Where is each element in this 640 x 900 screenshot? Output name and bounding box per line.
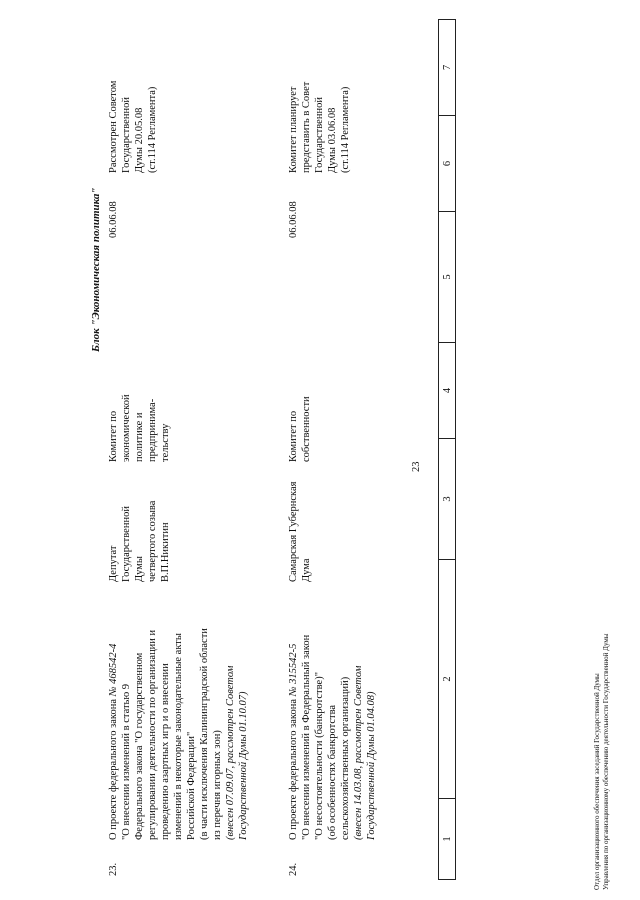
bill-description	[107, 628, 250, 840]
description-line: Государственной Думы 01.10.07)	[238, 691, 249, 840]
row-number: 24.	[288, 862, 299, 876]
page-number: 23	[411, 461, 422, 472]
description-line: (внесен 07.09.07, рассмотрен Советом	[225, 665, 236, 840]
initiator-line: Депутат	[108, 545, 119, 582]
bill-number: № 315542-5	[288, 643, 299, 697]
column-header-1: 1	[439, 799, 456, 880]
section-title: Блок "Экономическая политика"	[90, 187, 102, 352]
committee-line: экономической	[121, 394, 132, 462]
responsible-committee	[287, 396, 313, 462]
column-header-4: 4	[439, 343, 456, 439]
description-line: (об особенностях банкротства	[327, 704, 338, 840]
status-line: Государственной	[121, 97, 132, 173]
bill-number: № 468542-4	[108, 643, 119, 697]
initiator-line: В.П.Никитин	[160, 522, 171, 582]
bill-initiator	[287, 482, 313, 582]
responsible-committee	[107, 394, 172, 462]
initiator-line: Самарская Губернская	[288, 481, 299, 582]
column-header-6: 6	[439, 116, 456, 212]
description-line: "О внесении изменений в Федеральный закон	[301, 634, 312, 840]
footer-line: Отдел организационного обеспечения заседаний Государственной Думы	[593, 673, 601, 890]
description-line: Федерального закона "О государственном	[134, 652, 145, 840]
description-line: сельскохозяйственных организаций)	[340, 676, 351, 840]
description-line: "О внесении изменений в статью 9	[121, 683, 132, 840]
footer-line: Управления по организационному обеспечению деятельности Государственной Думы	[602, 633, 610, 890]
column-header-7: 7	[439, 20, 456, 116]
description-line: Российской Федерации"	[186, 731, 197, 840]
consideration-date: 06.06.08	[288, 201, 299, 238]
column-header-3: 3	[439, 439, 456, 560]
committee-line: предпринима-	[147, 398, 158, 462]
committee-line: Комитет по	[108, 410, 119, 462]
table-header	[438, 19, 456, 880]
page-footer	[593, 634, 611, 890]
bill-description	[287, 635, 378, 840]
status-line: Думы 03.06.08	[327, 107, 338, 173]
description-line: проведению азартных игр и о внесении	[160, 663, 171, 840]
initiator-line: Дума	[301, 558, 312, 582]
initiator-line: четвертого созыва	[147, 500, 158, 582]
status-line: представить в Совет	[301, 81, 312, 173]
initiator-line: Думы	[134, 556, 145, 582]
bill-status	[287, 82, 352, 173]
status-line: Рассмотрен Советом	[108, 80, 119, 173]
description-line: (в части исключения Калининградской области	[199, 628, 210, 840]
description-line: "О несостоятельности (банкротстве)"	[314, 672, 325, 840]
column-header-5: 5	[439, 212, 456, 343]
status-line: (ст.114 Регламента)	[147, 86, 158, 173]
initiator-line: Государственной	[121, 506, 132, 582]
description-line: О проекте федерального закона № 468542-4	[108, 643, 119, 840]
committee-line: Комитет по	[288, 410, 299, 462]
status-line: Комитет планирует	[288, 86, 299, 173]
description-line: (внесен 14.03.08, рассмотрен Советом	[353, 665, 364, 840]
description-line: изменений в некоторые законодательные акты	[173, 633, 184, 840]
bill-initiator	[107, 501, 172, 582]
status-line: Думы 20.05.08	[134, 107, 145, 173]
row-number: 23.	[108, 862, 119, 876]
bill-status	[107, 81, 159, 173]
description-line: из перечня игорных зон)	[212, 730, 223, 840]
description-line: регулировании деятельности по организации и	[147, 629, 158, 840]
committee-line: тельству	[160, 423, 171, 462]
consideration-date: 06.06.08	[108, 201, 119, 238]
committee-line: политике и	[134, 412, 145, 462]
description-line: О проекте федерального закона № 315542-5	[288, 643, 299, 840]
status-line: Государственной	[314, 97, 325, 173]
status-line: (ст.114 Регламента)	[340, 86, 351, 173]
committee-line: собственности	[301, 396, 312, 462]
description-line: Государственной Думы 01.04.08)	[366, 691, 377, 840]
column-header-2: 2	[439, 560, 456, 799]
